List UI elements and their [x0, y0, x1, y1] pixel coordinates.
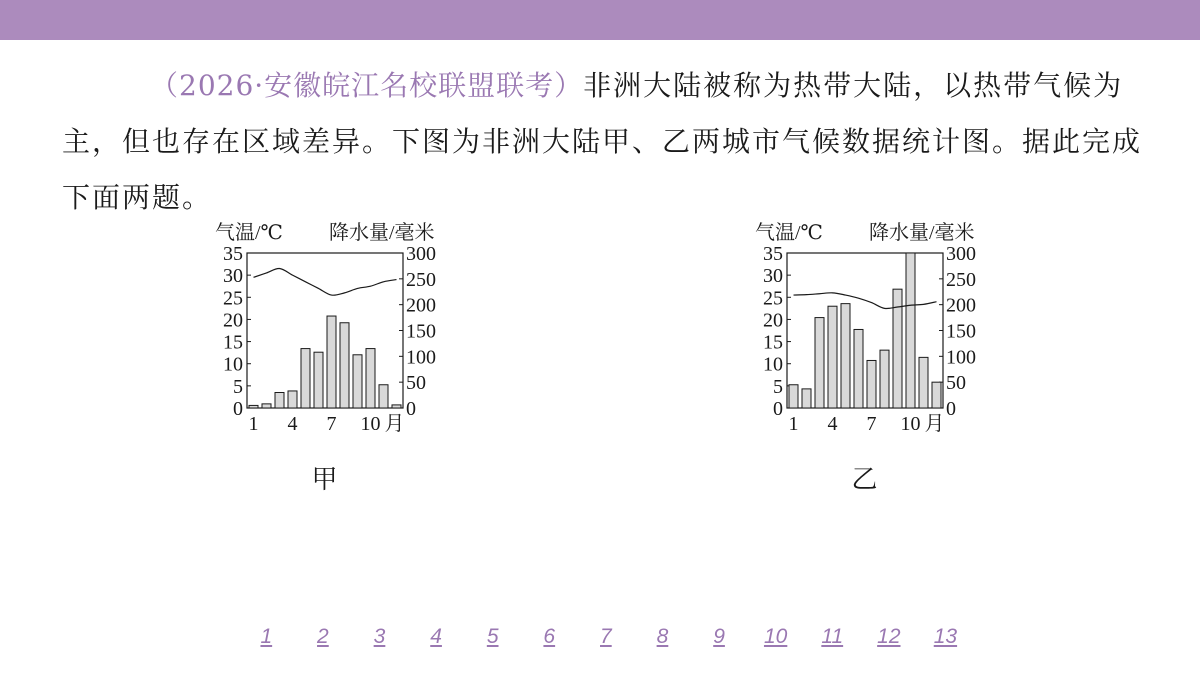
precipitation-bar: [789, 385, 798, 408]
left-axis-label: 气温/℃: [755, 222, 823, 244]
temperature-line: [254, 268, 397, 295]
left-axis-label: 气温/℃: [215, 222, 283, 244]
precipitation-bar: [340, 323, 349, 408]
page-link-2[interactable]: 2: [317, 625, 329, 648]
x-unit-label: 月: [384, 413, 405, 435]
precipitation-bar: [906, 253, 915, 408]
page-link-8[interactable]: 8: [656, 625, 669, 648]
precipitation-bar: [288, 391, 297, 408]
page-link-12[interactable]: 12: [877, 625, 901, 648]
right-tick-label: 250: [946, 268, 976, 291]
climate-chart-jia: [205, 215, 465, 505]
left-tick-label: 35: [763, 243, 783, 265]
page-link-11[interactable]: 11: [821, 625, 844, 648]
x-tick-label: 10: [360, 413, 381, 435]
left-tick-label: 10: [763, 353, 783, 376]
precipitation-bar: [275, 393, 284, 409]
right-tick-label: 0: [946, 398, 956, 420]
page-link-10[interactable]: 10: [763, 625, 788, 648]
precipitation-bar: [327, 316, 336, 408]
page-link-4[interactable]: 4: [430, 625, 442, 648]
left-tick-label: 20: [763, 309, 783, 332]
right-tick-label: 300: [946, 243, 976, 265]
precipitation-bar: [802, 389, 811, 408]
left-tick-label: 20: [223, 309, 243, 332]
x-tick-label: 7: [866, 413, 877, 435]
question-body: 非洲大陆被称为热带大陆，以热带气候为主，但也存在区域差异。下图为非洲大陆甲、乙两城市气候数据统计图。据此完成下面两题。: [62, 69, 1143, 214]
precipitation-bar: [392, 405, 401, 408]
left-tick-label: 25: [763, 287, 783, 310]
left-tick-label: 25: [223, 287, 243, 310]
precipitation-bar: [379, 385, 388, 408]
right-tick-label: 150: [406, 320, 436, 343]
x-unit-label: 月: [924, 413, 945, 435]
left-tick-label: 30: [223, 265, 243, 288]
right-tick-label: 300: [406, 243, 436, 265]
x-tick-label: 4: [827, 413, 838, 435]
header-bar: [0, 0, 1200, 40]
right-axis-label: 降水量/毫米: [329, 222, 435, 244]
page-link-1[interactable]: 1: [260, 625, 273, 648]
left-tick-label: 15: [223, 331, 243, 354]
climate-chart-yi: [745, 215, 1005, 505]
left-tick-label: 5: [773, 375, 783, 398]
precipitation-bar: [932, 382, 941, 408]
question-pagination: [238, 620, 974, 654]
page-link-7[interactable]: 7: [600, 625, 612, 648]
precipitation-bar: [249, 405, 258, 408]
page-link-5[interactable]: 5: [486, 625, 499, 648]
x-tick-label: 7: [326, 413, 337, 435]
right-tick-label: 100: [406, 346, 436, 369]
right-tick-label: 200: [406, 294, 436, 317]
precipitation-bar: [815, 318, 824, 408]
right-tick-label: 200: [946, 294, 976, 317]
left-tick-label: 10: [223, 353, 243, 376]
chart-caption: 乙: [851, 465, 878, 494]
page-link-13[interactable]: 13: [933, 625, 958, 648]
x-tick-label: 10: [900, 413, 921, 435]
x-tick-label: 1: [788, 413, 799, 435]
left-tick-label: 0: [233, 398, 243, 420]
right-tick-label: 250: [406, 268, 436, 291]
chart-caption: 甲: [311, 465, 338, 494]
precipitation-bar: [880, 350, 889, 408]
x-tick-label: 4: [287, 413, 298, 435]
page-link-3[interactable]: 3: [373, 625, 386, 648]
precipitation-bar: [919, 357, 928, 408]
right-tick-label: 150: [946, 320, 976, 343]
precipitation-bar: [314, 352, 323, 408]
x-tick-label: 1: [248, 413, 259, 435]
right-axis-label: 降水量/毫米: [869, 222, 975, 244]
left-tick-label: 0: [773, 398, 783, 420]
left-tick-label: 15: [763, 331, 783, 354]
precipitation-bar: [841, 304, 850, 408]
precipitation-bar: [366, 349, 375, 408]
right-tick-label: 50: [406, 372, 426, 395]
precipitation-bar: [262, 404, 271, 408]
precipitation-bar: [867, 360, 876, 408]
precipitation-bar: [353, 355, 362, 408]
left-tick-label: 35: [223, 243, 243, 265]
page-link-6[interactable]: 6: [543, 625, 556, 648]
precipitation-bar: [854, 329, 863, 408]
right-tick-label: 50: [946, 372, 966, 395]
right-tick-label: 100: [946, 346, 976, 369]
page-link-9[interactable]: 9: [713, 625, 725, 648]
question-text: [62, 58, 1142, 226]
left-tick-label: 30: [763, 265, 783, 288]
right-tick-label: 0: [406, 398, 416, 420]
precipitation-bar: [828, 306, 837, 408]
precipitation-bar: [301, 349, 310, 408]
left-tick-label: 5: [233, 375, 243, 398]
question-source: （2026·安徽皖江名校联盟联考）: [150, 69, 584, 102]
